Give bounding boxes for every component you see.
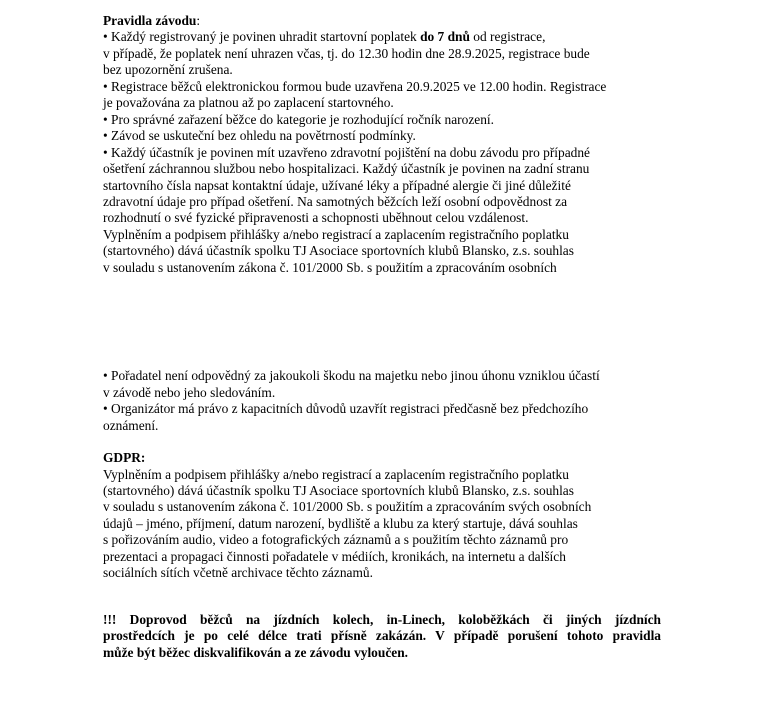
text-segment: sociálních sítích včetně archivace těchto záznamů. — [103, 565, 373, 581]
text-segment: Vyplněním a podpisem přihlášky a/nebo registrací a zaplacením registračního poplatku — [103, 466, 569, 482]
gdpr-line — [103, 549, 661, 565]
rule-line — [103, 145, 661, 161]
text-segment: v závodě nebo jeho sledováním. — [103, 384, 276, 400]
text-segment: (startovného) dává účastník spolku TJ Asociace sportovních klubů Blansko, z.s. souhlas — [103, 482, 574, 498]
text-segment: prezentaci a propagaci činnosti pořadatele v médiích, kronikách, na internetu a dalších — [103, 548, 566, 564]
gdpr-line — [103, 499, 661, 515]
rule-line — [103, 46, 661, 62]
text-segment-bold: do 7 dnů — [420, 29, 470, 45]
text-segment: od registrace, — [469, 29, 546, 45]
text-segment: • Každý účastník je povinen mít uzavřeno zdravotní pojištění na dobu závodu pro případné — [103, 144, 590, 160]
text-segment: • Závod se uskuteční bez ohledu na povětrností podmínky. — [103, 128, 416, 144]
text-segment: • Pro správné zařazení běžce do kategorie je rozhodující ročník narození. — [103, 111, 494, 127]
rule-line — [103, 128, 661, 144]
rule-line — [103, 79, 661, 95]
rule-line — [103, 243, 661, 259]
text-segment-bold: prostředcích je po celé délce trati přísně zakázán. V případě porušení tohoto pravidla — [103, 628, 661, 644]
warning-line — [103, 628, 661, 644]
gdpr-line — [103, 467, 661, 483]
text-segment: bez upozornění zrušena. — [103, 62, 233, 78]
gdpr-line — [103, 532, 661, 548]
text-segment: • Organizátor má právo z kapacitních důvodů uzavřít registraci předčasně bez předchozího — [103, 401, 589, 417]
rule-line — [103, 161, 661, 177]
warning-line — [103, 612, 661, 628]
rule-line — [103, 401, 661, 417]
heading-text: GDPR: — [103, 450, 146, 466]
race-rules-document — [103, 13, 661, 661]
text-segment: údajů – jméno, příjmení, datum narození, bydliště a klubu za který startuje, dává souhlas — [103, 515, 578, 531]
gdpr-heading — [103, 450, 661, 466]
rule-line — [103, 368, 661, 384]
rule-line — [103, 95, 661, 111]
text-segment: oznámení. — [103, 417, 159, 433]
rule-line — [103, 418, 661, 434]
text-segment: : — [196, 13, 201, 28]
text-segment: s pořizováním audio, video a fotografických záznamů a s použitím těchto záznamů pro — [103, 532, 569, 548]
rule-line — [103, 210, 661, 226]
rule-line — [103, 112, 661, 128]
rule-line — [103, 62, 661, 78]
text-segment: • Pořadatel není odpovědný za jakoukoli škodu na majetku nebo jinou úhonu vzniklou účastí — [103, 368, 600, 384]
rules-heading — [103, 13, 661, 29]
rule-line — [103, 29, 661, 45]
text-segment: v souladu s ustanovením zákona č. 101/2000 Sb. s použitím a zpracováním osobních — [103, 259, 557, 275]
gdpr-line — [103, 565, 661, 581]
heading-text: Pravidla závodu — [103, 13, 197, 28]
gdpr-line — [103, 516, 661, 532]
text-segment: (startovného) dává účastník spolku TJ Asociace sportovních klubů Blansko, z.s. souhlas — [103, 243, 574, 259]
text-segment: zdravotní údaje pro případ ošetření. Na samotných běžcích leží osobní odpovědnost za — [103, 193, 568, 209]
rule-line — [103, 385, 661, 401]
rule-line — [103, 194, 661, 210]
warning-line — [103, 645, 661, 661]
text-segment-bold: !!! Doprovod běžců na jízdních kolech, in-Linech, koloběžkách či jiných jízdních — [103, 611, 661, 627]
text-segment: startovního čísla napsat kontaktní údaje, užívané léky a případné alergie či jiné důležité — [103, 177, 571, 193]
text-segment-bold: může být běžec diskvalifikován a ze závodu vyloučen. — [103, 644, 409, 660]
text-segment: je považována za platnou až po zaplacení startovného. — [103, 95, 394, 111]
text-segment: ošetření záchrannou službou nebo hospitalizaci. Každý účastník je povinen na zadní stranu — [103, 161, 590, 177]
text-segment: v případě, že poplatek není uhrazen včas, tj. do 12.30 hodin dne 28.9.2025, registrace bude — [103, 45, 590, 61]
rule-line — [103, 227, 661, 243]
rule-line — [103, 178, 661, 194]
text-segment: • Registrace běžců elektronickou formou bude uzavřena 20.9.2025 ve 12.00 hodin. Registrace — [103, 78, 607, 94]
gdpr-line — [103, 483, 661, 499]
rule-line — [103, 260, 661, 276]
text-segment: • Každý registrovaný je povinen uhradit startovní poplatek — [103, 29, 421, 45]
text-segment: v souladu s ustanovením zákona č. 101/2000 Sb. s použitím a zpracováním svých osobních — [103, 499, 592, 515]
text-segment: rozhodnutí o své fyzické připravenosti a schopnosti uběhnout celou vzdálenost. — [103, 210, 529, 226]
text-segment: Vyplněním a podpisem přihlášky a/nebo registrací a zaplacením registračního poplatku — [103, 226, 569, 242]
